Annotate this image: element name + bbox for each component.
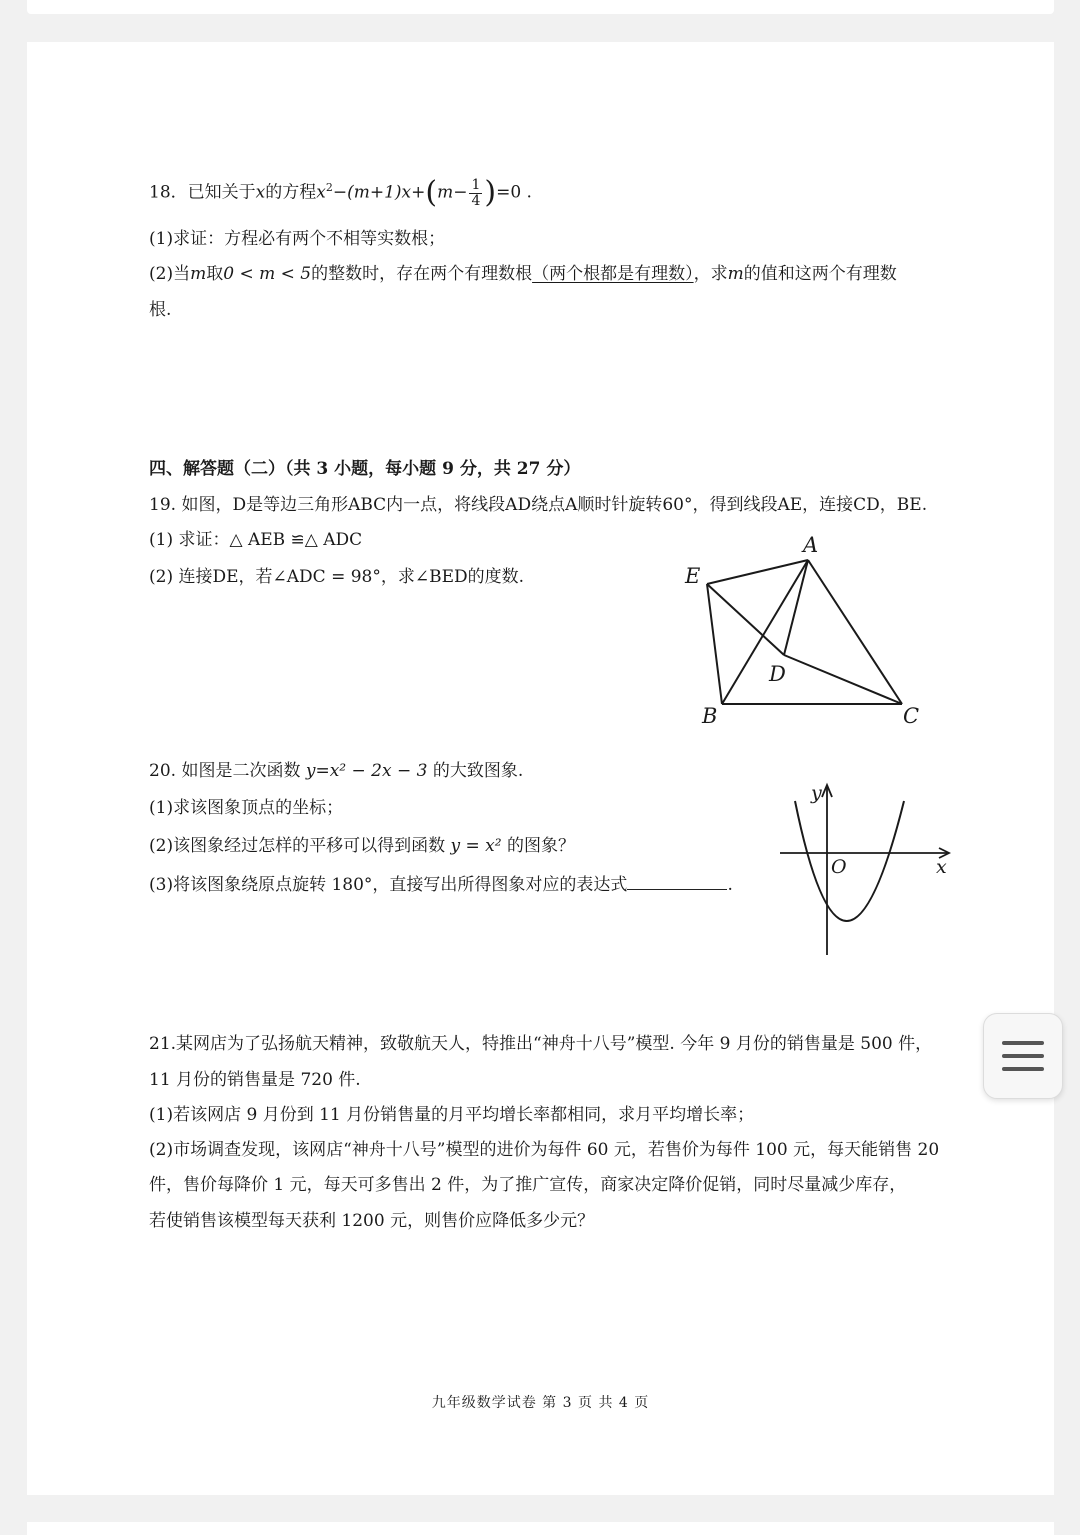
q21-part1: (1)若该网店 9 月份到 11 月份销售量的月平均增长率都相同，求月平均增长率； [149, 1105, 755, 1125]
fraction-one-quarter: $\frac{1}{4}$ [471, 176, 481, 209]
q20-part3: (3)将该图象绕原点旋转 180°，直接写出所得图象对应的表达式 . [149, 871, 733, 897]
segment-AE [707, 560, 808, 584]
q19-part1: (1) 求证：△ AEB ≌△ ADC [149, 530, 363, 550]
q21-line2: 11 月份的销售量是 720 件. [149, 1070, 361, 1090]
segment-BE [707, 584, 722, 704]
q18-part1: (1)求证：方程必有两个不相等实数根； [149, 229, 446, 249]
q21-part2-line2: 件，售价每降价 1 元，每天可多售出 2 件，为了推广宣传，商家决定降价促销，同时尽量减少库存， [149, 1175, 907, 1195]
page-footer: 九年级数学试卷 第 3 页 共 4 页 [431, 1395, 650, 1411]
label-D: D [769, 662, 786, 686]
label-A: A [803, 533, 819, 557]
label-E: E [685, 564, 701, 588]
q18-stem: 18．已知关于x的方程$x^2-(m+1)x+(m-$ $\frac{1}{4}$ )=0 . [149, 175, 532, 211]
axis-label-y: y [811, 782, 822, 804]
q21-part2-line1: (2)市场调查发现，该网店“神舟十八号”模型的进价为每件 60 元，若售价为每件 100 元，每天能销售 20 [149, 1140, 940, 1160]
axis-label-x: x [936, 856, 947, 878]
segment-AB [722, 560, 808, 704]
previous-page-edge [27, 0, 1054, 14]
q19-stem: 19. 如图，D是等边三角形ABC内一点，将线段AD绕点A顺时针旋转60°，得到线段AE，连接CD，BE. [149, 495, 928, 515]
q20-part1: (1)求该图象顶点的坐标； [149, 798, 344, 818]
q21-part2-line3: 若使销售该模型每天获利 1200 元，则售价应降低多少元？ [149, 1211, 595, 1231]
q20-stem: 20. 如图是二次函数 y=x² − 2x − 3 的大致图象. [149, 761, 524, 781]
parabola-curve [795, 801, 904, 921]
q19-part2: (2) 连接DE，若∠ADC = 98°，求∠BED的度数. [149, 567, 525, 587]
q20-part2: (2)该图象经过怎样的平移可以得到函数 y = x² 的图象？ [149, 836, 575, 856]
q18-part2-cont: 根. [149, 300, 172, 320]
next-page-edge [27, 1522, 1054, 1535]
segment-CD [784, 655, 902, 704]
q20-parabola-figure [775, 777, 960, 962]
section-heading: 四、解答题（二）（共 3 小题，每小题 9 分，共 27 分） [149, 459, 581, 479]
origin-label: O [831, 856, 847, 878]
q18-part2: (2)当m取0 < m < 5的整数时，存在两个有理数根（两个根都是有理数），求m的值和这两个有理数 [149, 264, 897, 284]
floating-menu-button[interactable] [983, 1013, 1063, 1099]
answer-blank[interactable] [627, 871, 727, 890]
q19-triangle-figure [677, 530, 937, 730]
segment-AD [784, 560, 808, 655]
label-B: B [702, 704, 718, 728]
hamburger-menu-icon [1002, 1041, 1044, 1045]
label-C: C [903, 704, 920, 728]
exam-page [27, 42, 1054, 1495]
segment-AC [808, 560, 902, 704]
q21-line1: 21.某网店为了弘扬航天精神，致敬航天人，特推出“神舟十八号”模型. 今年 9 月份的销售量是 500 件， [149, 1034, 933, 1054]
